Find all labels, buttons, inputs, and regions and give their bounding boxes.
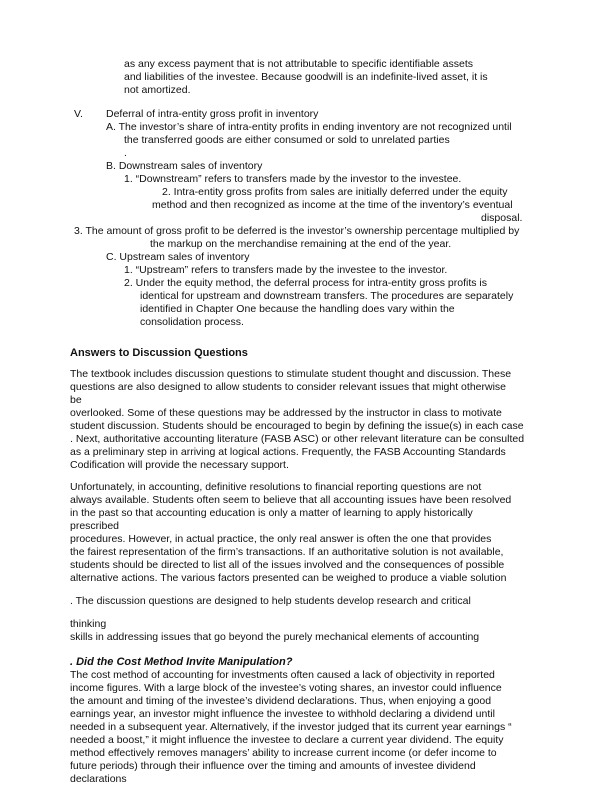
paragraph-line: overlooked. Some of these questions may be addressed by the instructor in class to motivate [70, 407, 502, 419]
item-c-2-line: identified in Chapter One because the handling does vary within the [140, 303, 455, 315]
paragraph-line: needed in a subsequent year. Alternatively, if the investor judged that its current year earnings “ [70, 721, 512, 733]
paragraph-line: the amount and timing of the investee’s dividend declarations. Thus, when enjoying a good [70, 695, 492, 707]
paragraph-line: The cost method of accounting for investments often caused a lack of objectivity in reported [70, 669, 495, 681]
paragraph-line: method effectively removes managers’ ability to increase current income (or defer income to [70, 747, 497, 759]
item-c-1: 1. “Upstream” refers to transfers made by the investee to the investor. [124, 264, 448, 276]
item-b-2-line: disposal. [481, 212, 523, 224]
paragraph-line: Unfortunately, in accounting, definitive resolutions to financial reporting questions are not [70, 481, 482, 493]
paragraph-line: skills in addressing issues that go beyond the purely mechanical elements of accounting [70, 631, 480, 643]
paragraph-line: . The discussion questions are designed to help students develop research and critical [70, 595, 471, 607]
item-a-line: A. The investor’s share of intra-entity profits in ending inventory are not recognized until [106, 121, 512, 133]
item-b-3-line: the markup on the merchandise remaining at the end of the year. [150, 238, 452, 250]
question-heading: . Did the Cost Method Invite Manipulation? [70, 656, 293, 668]
paragraph-line: always available. Students often seem to believe that all accounting issues have been resolved [70, 494, 512, 506]
item-c-2-line: consolidation process. [140, 316, 244, 328]
item-c-2-line: identical for upstream and downstream transfers. The procedures are separately [140, 290, 514, 302]
paragraph-line: Codification will provide the necessary support. [70, 459, 289, 471]
paragraph-line: procedures. However, in actual practice, the only real answer is often the one that provides [70, 533, 492, 545]
item-b-2-line: method and then recognized as income at the time of the inventory’s eventual [152, 199, 513, 211]
paragraph-line: needed a boost,” it might influence the investee to declare a current year dividend. The equity [70, 734, 504, 746]
paragraph-line: in the past so that accounting education is only a matter of learning to apply historically [70, 507, 473, 519]
paragraph-line: The textbook includes discussion questions to stimulate student thought and discussion. These [70, 368, 512, 380]
item-a-line: . [124, 147, 127, 159]
outline-intro-line: and liabilities of the investee. Because goodwill is an indefinite-lived asset, it is [124, 71, 488, 83]
paragraph-line: questions are also designed to allow students to consider relevant issues that might otherwise [70, 381, 506, 393]
paragraph-line: students should be directed to list all of the issues involved and the consequences of possible [70, 559, 505, 571]
paragraph-line: student discussion. Students should be encouraged to begin by defining the issue(s) in each case [70, 420, 524, 432]
paragraph-line: declarations [70, 773, 127, 785]
paragraph-line: future periods) through their influence over the timing and amounts of investee dividend [70, 760, 476, 772]
paragraph-line: income figures. With a large block of the investee’s voting shares, an investor could influence [70, 682, 502, 694]
paragraph-line: earnings year, an investor might influence the investee to withhold declaring a dividend until [70, 708, 495, 720]
outline-intro-line: as any excess payment that is not attributable to specific identifiable assets [124, 58, 474, 70]
item-b-3-line: 3. The amount of gross profit to be deferred is the investor’s ownership percentage multiplied by [74, 225, 520, 237]
answers-heading: Answers to Discussion Questions [70, 347, 248, 359]
item-c-title: C. Upstream sales of inventory [106, 251, 250, 263]
item-a-line: the transferred goods are either consumed or sold to unrelated parties [124, 134, 450, 146]
paragraph-line: as a preliminary step in arriving at logical actions. Frequently, the FASB Accounting Standards [70, 446, 506, 458]
item-b-title: B. Downstream sales of inventory [106, 160, 263, 172]
paragraph-line: prescribed [70, 520, 120, 532]
outline-intro-line: not amortized. [124, 84, 191, 96]
item-c-2-line: 2. Under the equity method, the deferral process for intra-entity gross profits is [124, 277, 488, 289]
paragraph-line: the fairest representation of the firm’s transactions. If an authoritative solution is not available, [70, 546, 504, 558]
item-b-1: 1. “Downstream” refers to transfers made by the investor to the investee. [124, 173, 462, 185]
item-b-2-line: 2. Intra-entity gross profits from sales are initially deferred under the equity [162, 186, 508, 198]
paragraph-line: alternative actions. The various factors presented can be weighed to produce a viable solution [70, 572, 507, 584]
paragraph-line: be [70, 394, 82, 406]
paragraph-line: . Next, authoritative accounting literature (FASB ASC) or other relevant literature can be consulted [70, 433, 525, 445]
section-v-title: Deferral of intra-entity gross profit in inventory [106, 108, 319, 120]
section-v-numeral: V. [74, 108, 83, 120]
paragraph-line: thinking [70, 618, 107, 630]
